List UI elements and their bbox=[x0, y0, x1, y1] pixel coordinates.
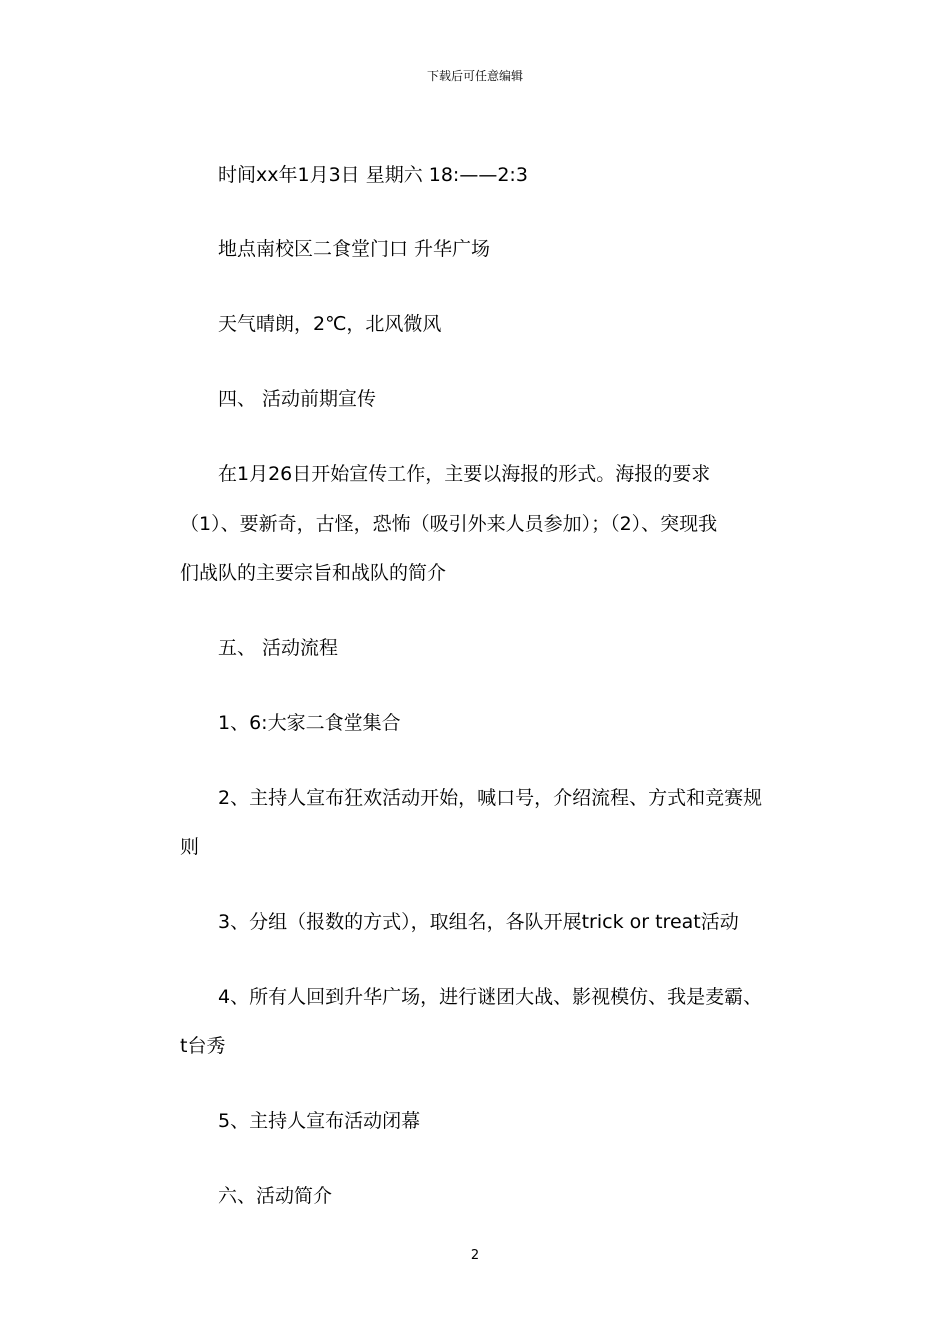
step-2-line-2: 则 bbox=[180, 836, 200, 858]
section-4-paragraph-line-2: （1）、要新奇，古怪，恐怖（吸引外来人员参加）；（2）、突现我 bbox=[180, 513, 718, 535]
step-5: 5、主持人宣布活动闭幕 bbox=[218, 1110, 421, 1132]
step-1: 1、6:大家二食堂集合 bbox=[218, 712, 401, 734]
step-4-line-1: 4、所有人回到升华广场，进行谜团大战、影视模仿、我是麦霸、 bbox=[218, 986, 763, 1008]
section-4-title: 四、 活动前期宣传 bbox=[218, 388, 377, 410]
step-3: 3、分组（报数的方式），取组名，各队开展trick or treat活动 bbox=[218, 911, 739, 933]
header-note: 下载后可任意编辑 bbox=[426, 69, 523, 83]
weather-line: 天气晴朗，2℃，北风微风 bbox=[218, 313, 442, 335]
section-6-title: 六、活动简介 bbox=[218, 1185, 333, 1207]
page-number: 2 bbox=[470, 1248, 480, 1263]
time-line: 时间xx年1月3日 星期六 18:——2:3 bbox=[218, 164, 528, 186]
section-5-title: 五、 活动流程 bbox=[218, 637, 339, 659]
step-4-line-2: t台秀 bbox=[180, 1035, 226, 1057]
step-2-line-1: 2、主持人宣布狂欢活动开始，喊口号，介绍流程、方式和竞赛规 bbox=[218, 787, 763, 809]
place-line: 地点南校区二食堂门口 升华广场 bbox=[218, 238, 491, 260]
section-4-paragraph-line-1: 在1月26日开始宣传工作，主要以海报的形式。海报的要求 bbox=[218, 463, 711, 485]
section-4-paragraph-line-3: 们战队的主要宗旨和战队的简介 bbox=[180, 562, 447, 584]
